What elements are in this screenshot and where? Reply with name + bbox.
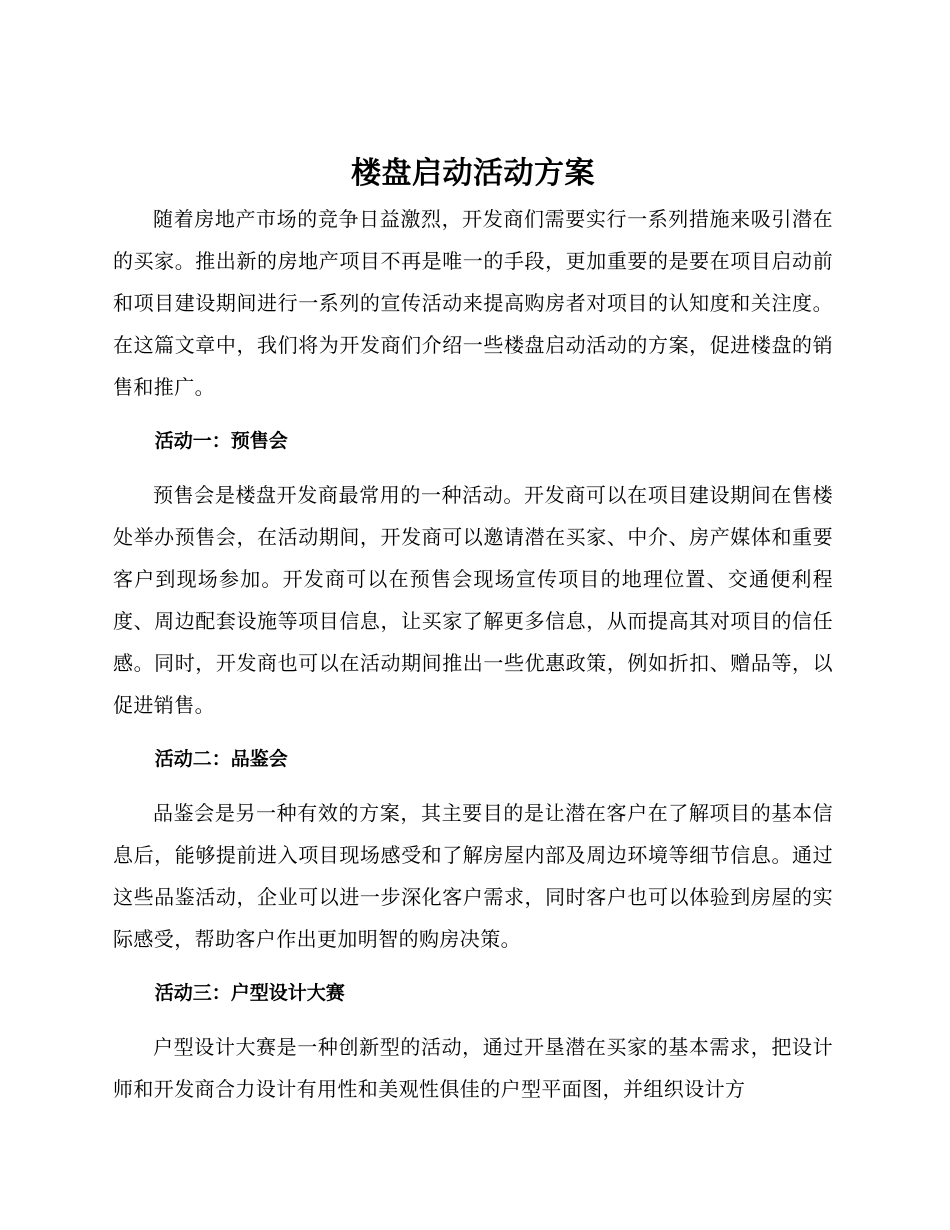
document-title: 楼盘启动活动方案: [351, 156, 595, 191]
intro-paragraph: 随着房地产市场的竞争日益激烈，开发商们需要实行一系列措施来吸引潜在的买家。推出新的房地产项目不再是唯一的手段，更加重要的是要在项目启动前和项目建设期间进行一系列的宣传活动来提高购房者对项目的认知度和关注度。在这篇文章中，我们将为开发商们介绍一些楼盘启动活动的方案，促进楼盘的销售和推广。: [113, 207, 833, 399]
section-body-tasting: 品鉴会是另一种有效的方案，其主要目的是让潜在客户在了解项目的基本信息后，能够提前进入项目现场感受和了解房屋内部及周边环境等细节信息。通过这些品鉴活动，企业可以进一步深化客户需求，同时客户也可以体验到房屋的实际感受，帮助客户作出更加明智的购房决策。: [113, 801, 833, 951]
section-heading-presale: 活动一：预售会: [154, 430, 288, 452]
document-body: [113, 150, 833, 1110]
section-body-design-contest: 户型设计大赛是一种创新型的活动，通过开垦潜在买家的基本需求，把设计师和开发商合力设计有用性和美观性俱佳的户型平面图，并组织设计方: [113, 1035, 833, 1101]
section-body-presale: 预售会是楼盘开发商最常用的一种活动。开发商可以在项目建设期间在售楼处举办预售会，在活动期间，开发商可以邀请潜在买家、中介、房产媒体和重要客户到现场参加。开发商可以在预售会现场宣传项目的地理位置、交通便利程度、周边配套设施等项目信息，让买家了解更多信息，从而提高其对项目的信任感。同时，开发商也可以在活动期间推出一些优惠政策，例如折扣、赠品等，以促进销售。: [113, 483, 833, 717]
section-heading-tasting: 活动二：品鉴会: [154, 748, 288, 770]
section-heading-design-contest: 活动三：户型设计大赛: [154, 982, 345, 1004]
